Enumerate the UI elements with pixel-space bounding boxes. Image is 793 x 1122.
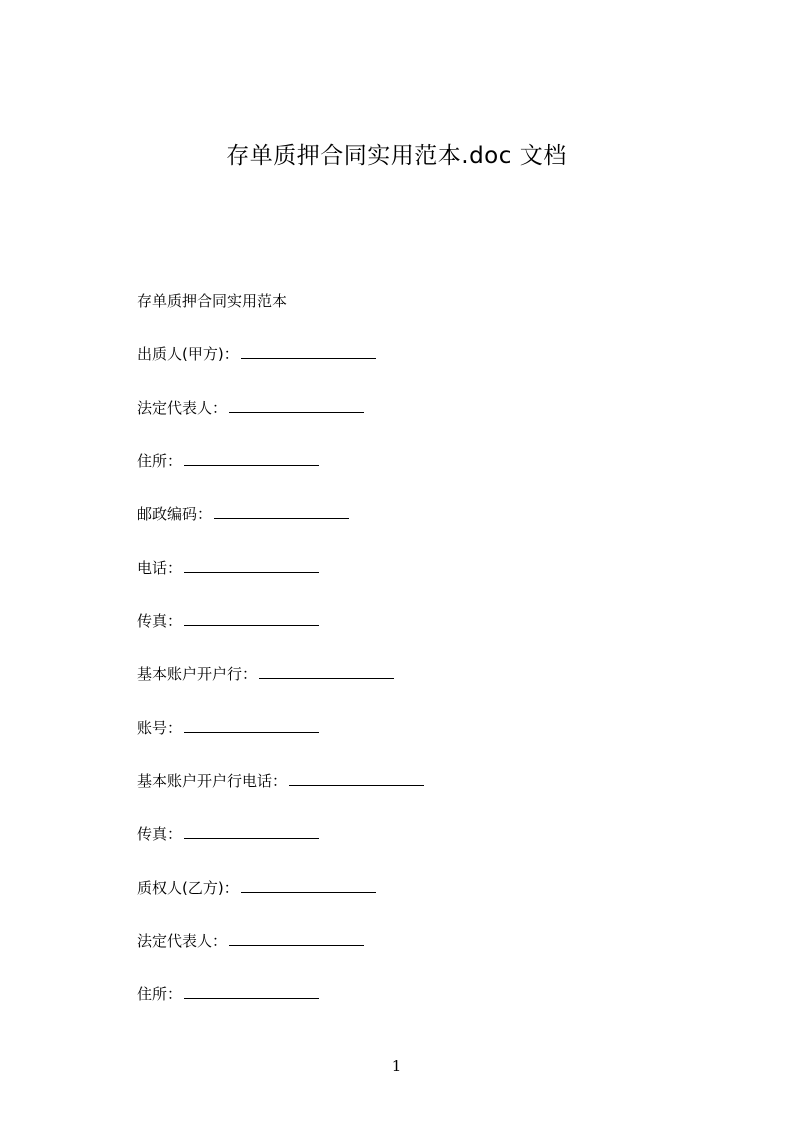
field-label: 法定代表人： xyxy=(137,399,228,417)
fill-in-blank xyxy=(184,451,319,466)
fill-in-blank xyxy=(184,611,319,626)
field-account-number xyxy=(137,718,319,738)
fill-in-blank xyxy=(229,931,364,946)
document-title: 存单质押合同实用范本.doc 文档 xyxy=(226,143,567,169)
field-label: 质权人(乙方)： xyxy=(137,879,239,897)
field-address-2 xyxy=(137,984,319,1004)
fill-in-blank xyxy=(214,504,349,519)
fill-in-blank xyxy=(184,718,319,733)
contract-heading: 存单质押合同实用范本 xyxy=(137,292,288,310)
fill-in-blank xyxy=(241,878,376,893)
field-postal-code xyxy=(137,504,349,524)
field-fax xyxy=(137,611,319,631)
field-address xyxy=(137,451,319,471)
field-pledgor xyxy=(137,344,376,364)
fill-in-blank xyxy=(241,344,376,359)
fill-in-blank xyxy=(184,984,319,999)
field-label: 传真： xyxy=(137,825,183,843)
field-label: 出质人(甲方)： xyxy=(137,345,239,363)
field-pledgee xyxy=(137,878,376,898)
field-label: 法定代表人： xyxy=(137,932,228,950)
field-label: 电话： xyxy=(137,559,183,577)
fill-in-blank xyxy=(184,824,319,839)
field-label: 传真： xyxy=(137,612,183,630)
field-label: 账号： xyxy=(137,719,183,737)
field-bank xyxy=(137,664,394,684)
fill-in-blank xyxy=(289,771,424,786)
field-label: 住所： xyxy=(137,985,183,1003)
fill-in-blank xyxy=(259,664,394,679)
page-number: 1 xyxy=(391,1057,402,1075)
field-phone xyxy=(137,558,319,578)
field-bank-phone xyxy=(137,771,424,791)
field-legal-representative xyxy=(137,398,364,418)
field-fax-2 xyxy=(137,824,319,844)
field-label: 住所： xyxy=(137,452,183,470)
field-label: 邮政编码： xyxy=(137,505,213,523)
fill-in-blank xyxy=(184,558,319,573)
field-legal-representative-2 xyxy=(137,931,364,951)
field-label: 基本账户开户行电话： xyxy=(137,772,288,790)
fill-in-blank xyxy=(229,398,364,413)
field-label: 基本账户开户行： xyxy=(137,665,258,683)
